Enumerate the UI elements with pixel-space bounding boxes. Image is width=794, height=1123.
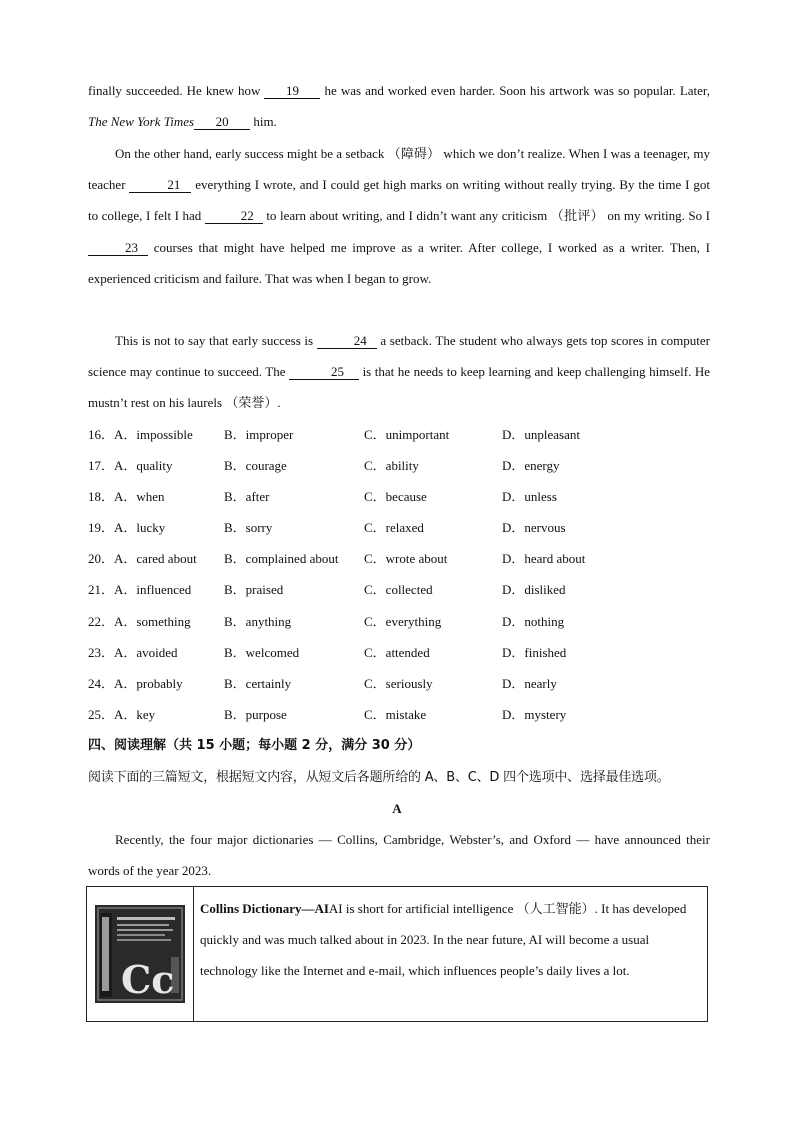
text-run: is that he needs to keep learning and keep challenging himself. He mustn’t rest on his laurels （荣誉）. (88, 364, 711, 411)
option-a: A．key (114, 707, 156, 722)
option-c: C．because (364, 489, 427, 504)
option-a: A．lucky (114, 520, 166, 535)
text-run: On the other hand, early success might be a setback （障碍） which we don’t realize. When I was a teenager, my teacher (88, 146, 710, 193)
option-c: C．wrote about (364, 551, 448, 566)
option-a: A．cared about (114, 551, 197, 566)
option-d: D．unpleasant (502, 427, 580, 442)
question-number: 24． (88, 676, 115, 691)
question-number: 16． (88, 427, 115, 442)
passage-a-intro: Recently, the four major dictionaries — Collins, Cambridge, Webster’s, and Oxford — have announced their words of the year 2023. (88, 832, 710, 879)
text-run: courses that might have helped me improve as a writer. After college, I worked as a writer. Then, I experienced criticism and failure. That was when I began to grow. (88, 239, 710, 286)
text-run: him. (250, 114, 277, 130)
option-b: B．after (224, 489, 270, 504)
option-a: A．when (114, 489, 165, 504)
text-run: a setback. The student who always gets top scores in computer science may continue to succeed. The (88, 333, 711, 380)
collins-entry-body: AI is short for artificial intelligence （人工智能）. It has developed quickly and was much talked about in 2023. In the near future, AI will become a usual technology like the Internet and e-mail, which influences people’s daily lives a lot. (200, 901, 687, 978)
collins-entry-title: Collins Dictionary—AI (200, 901, 329, 916)
question-number-and-option-a (88, 419, 193, 450)
question-number: 18． (88, 489, 115, 504)
question-row-23 (88, 637, 710, 668)
option-c: C．attended (364, 645, 430, 660)
option-d: D．nervous (502, 520, 566, 535)
question-number: 20． (88, 551, 115, 566)
question-row-25 (88, 699, 710, 730)
option-d: D．nearly (502, 676, 557, 691)
question-number-and-option-a (88, 668, 183, 699)
option-b: B．courage (224, 458, 287, 473)
question-number-and-option-a (88, 699, 155, 730)
option-c: C．seriously (364, 676, 433, 691)
collins-dictionary-box (86, 886, 708, 1022)
collins-entry-text (200, 893, 700, 986)
text-run: This is not to say that early success is (115, 333, 317, 348)
question-number-and-option-a (88, 481, 165, 512)
text-run: finally succeeded. He knew how (88, 83, 265, 98)
passage-paragraph-3 (88, 325, 710, 419)
question-row-20 (88, 543, 710, 574)
passage-paragraph-1 (88, 75, 710, 137)
option-c: C．collected (364, 582, 433, 597)
dictionary-book-icon (87, 887, 193, 1021)
passage-label: A (392, 801, 402, 816)
option-c: C．everything (364, 614, 442, 629)
option-b: B．complained about (224, 551, 339, 566)
option-b: B．welcomed (224, 645, 300, 660)
question-number-and-option-a (88, 512, 165, 543)
section-heading: 四、阅读理解（共 15 小题；每小题 2 分，满分 30 分） (88, 738, 421, 753)
option-a: A．something (114, 614, 191, 629)
svg-text:Cc: Cc (121, 957, 175, 1002)
option-b: B．improper (224, 427, 294, 442)
question-number-and-option-a (88, 543, 197, 574)
passage-paragraph-2 (88, 138, 710, 294)
option-b: B．certainly (224, 676, 292, 691)
question-number: 22． (88, 614, 115, 629)
blank-25: 25 (289, 364, 359, 380)
question-row-17 (88, 450, 710, 481)
option-c: C．unimportant (364, 427, 450, 442)
option-d: D．energy (502, 458, 560, 473)
question-row-24 (88, 668, 710, 699)
question-number-and-option-a (88, 606, 191, 637)
question-row-21 (88, 574, 710, 605)
option-d: D．nothing (502, 614, 565, 629)
question-number: 19． (88, 520, 115, 535)
question-row-16 (88, 419, 710, 450)
blank-23: 23 (88, 240, 148, 256)
text-run: everything I wrote, and I could get high marks on writing without really trying. By the time I got to college, I felt I had (88, 177, 710, 224)
option-b: B．sorry (224, 520, 273, 535)
option-a: A．quality (114, 458, 173, 473)
blank-24: 24 (317, 333, 377, 349)
question-number-and-option-a (88, 574, 191, 605)
option-b: B．purpose (224, 707, 287, 722)
blank-19: 19 (264, 83, 320, 99)
section-instruction: 阅读下面的三篇短文，根据短文内容，从短文后各题所给的 A、B、C、D 四个选项中、选择最佳选项。 (88, 770, 670, 785)
option-a: A．influenced (114, 582, 192, 597)
option-a: A．impossible (114, 427, 193, 442)
option-c: C．ability (364, 458, 419, 473)
question-number: 17． (88, 458, 115, 473)
option-d: D．finished (502, 645, 567, 660)
option-d: D．mystery (502, 707, 567, 722)
text-run: to learn about writing, and I didn’t want any criticism （批评） on my writing. So I (262, 208, 710, 224)
question-row-18 (88, 481, 710, 512)
option-d: D．unless (502, 489, 557, 504)
question-number: 21． (88, 582, 115, 597)
question-number: 25． (88, 707, 115, 722)
blank-20: 20 (194, 114, 250, 130)
newspaper-title: The New York Times (88, 114, 195, 130)
option-b: B．praised (224, 582, 284, 597)
question-row-19 (88, 512, 710, 543)
option-d: D．disliked (502, 582, 566, 597)
option-b: B．anything (224, 614, 292, 629)
question-number: 23． (88, 645, 115, 660)
blank-21: 21 (129, 177, 191, 193)
option-a: A．probably (114, 676, 183, 691)
option-a: A．avoided (114, 645, 178, 660)
option-c: C．relaxed (364, 520, 424, 535)
question-number-and-option-a (88, 450, 173, 481)
collins-logo-image (87, 887, 194, 1021)
option-d: D．heard about (502, 551, 586, 566)
question-row-22 (88, 606, 710, 637)
text-run: he was and worked even harder. Soon his artwork was so popular. Later, (320, 83, 710, 98)
option-c: C．mistake (364, 707, 427, 722)
question-number-and-option-a (88, 637, 178, 668)
blank-22: 22 (205, 208, 263, 224)
